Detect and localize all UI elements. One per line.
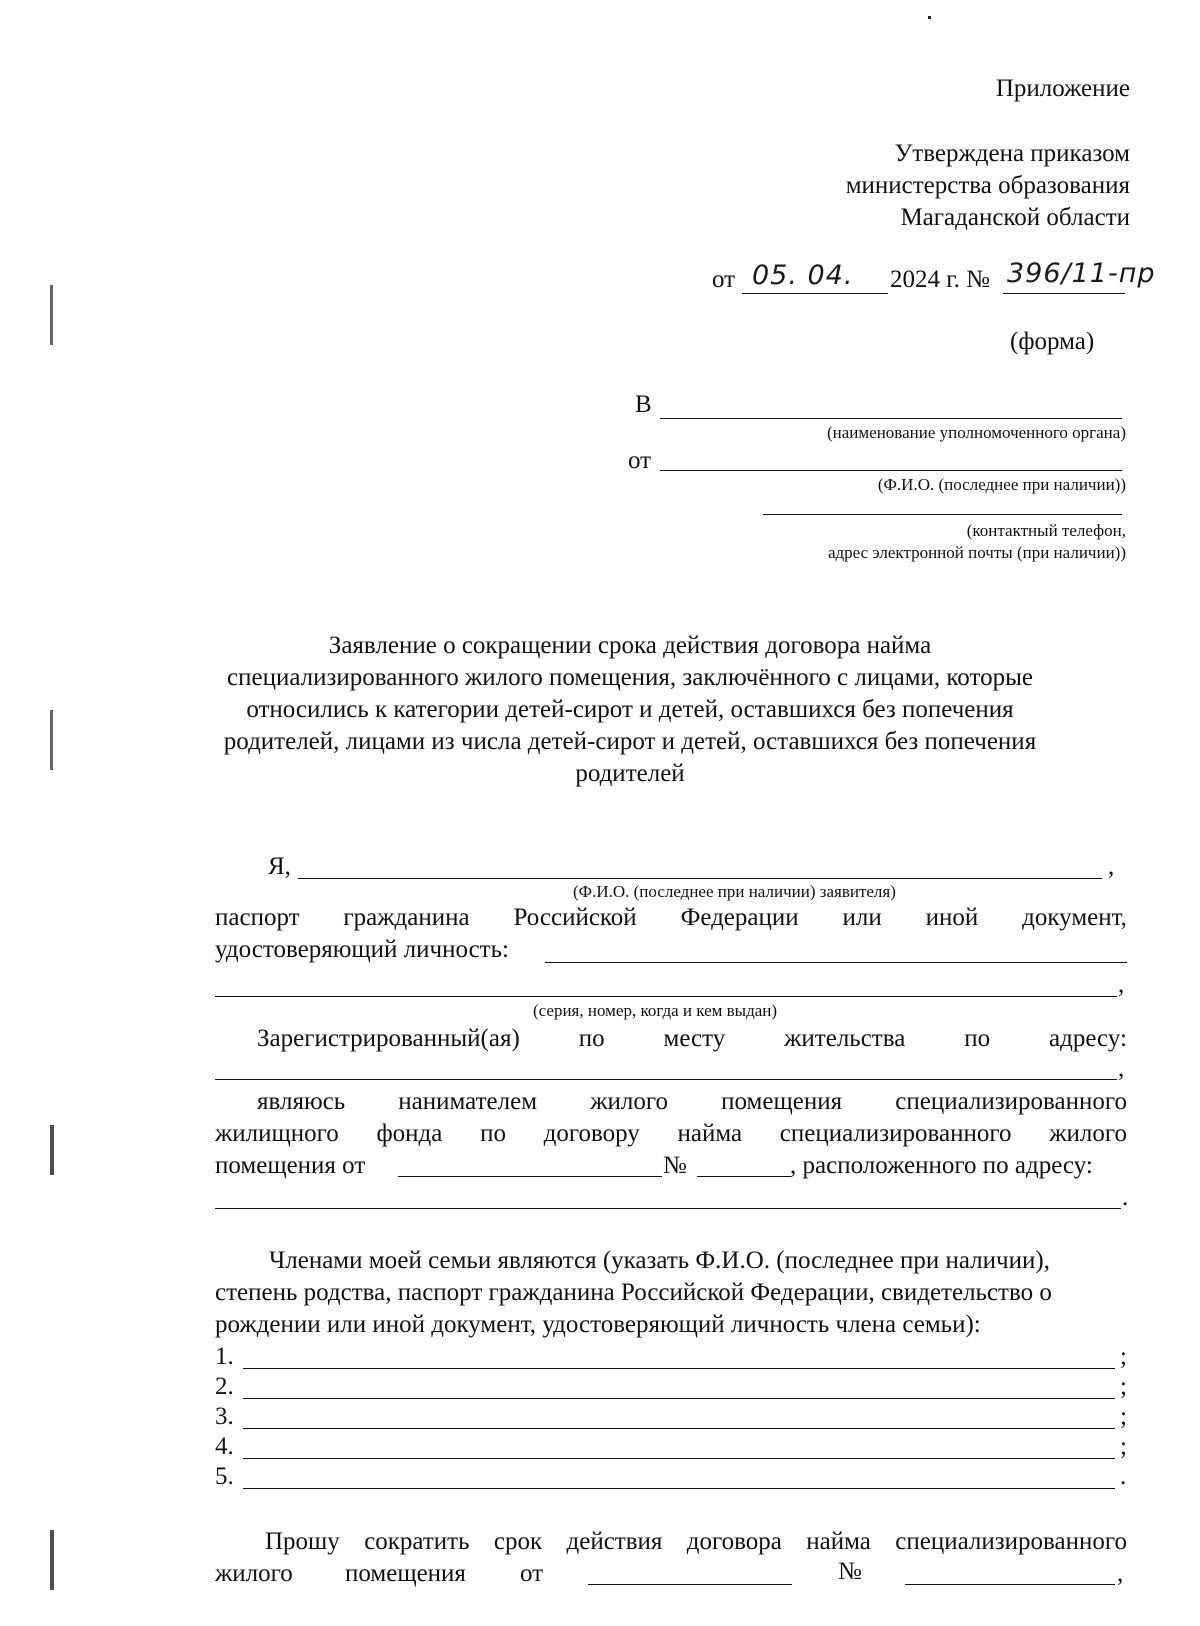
- contract-number-sign: №: [663, 1152, 687, 1179]
- order-year: 2024 г. №: [890, 266, 991, 293]
- premises-address-line: [215, 1208, 1121, 1209]
- premises-from: помещения от: [215, 1152, 366, 1179]
- from-prefix: от: [628, 447, 652, 474]
- word: месту: [663, 1025, 726, 1052]
- word: являюсь: [257, 1088, 346, 1115]
- i-prefix: Я,: [268, 853, 291, 880]
- family-row-end: ;: [1120, 1433, 1127, 1460]
- family-row-num: 3.: [215, 1403, 234, 1430]
- request2-a: жилого: [215, 1560, 293, 1587]
- word: специализированного: [895, 1088, 1127, 1115]
- word: специализированного: [779, 1120, 1012, 1147]
- request-comma: ,: [1117, 1560, 1124, 1587]
- word: нанимателем: [398, 1088, 538, 1115]
- passport-line: [215, 903, 1127, 933]
- contact-line: [763, 514, 1122, 515]
- word: иной: [925, 904, 979, 931]
- scan-artifact: [50, 1125, 54, 1175]
- word: Зарегистрированный(ая): [257, 1025, 520, 1052]
- contact-hint-1: (контактный телефон,: [966, 521, 1126, 540]
- family-row-line: [243, 1368, 1115, 1369]
- tenant-line: [257, 1087, 1127, 1117]
- contact-hint-2: адрес электронной почты (при наличии)): [827, 543, 1126, 562]
- appendix-label: Приложение: [995, 75, 1130, 102]
- scan-artifact: [50, 710, 53, 770]
- to-line: [660, 418, 1122, 419]
- word: договора: [686, 1528, 782, 1555]
- approved-line-2: министерства образования: [845, 172, 1130, 199]
- family-row-num: 5.: [215, 1463, 234, 1490]
- order-from: от: [712, 266, 736, 293]
- family-row-line: [243, 1398, 1115, 1399]
- premises-period: .: [1122, 1184, 1129, 1211]
- order-number: 396/11-пр: [1007, 258, 1156, 289]
- word: фонда: [376, 1120, 443, 1147]
- request2-c: от: [520, 1560, 544, 1587]
- located-label: , расположенного по адресу:: [790, 1152, 1093, 1179]
- word: жилого: [590, 1088, 668, 1115]
- family-line-1: Членами моей семьи являются (указать Ф.И.О. (последнее при наличии),: [269, 1247, 1050, 1274]
- word: Российской: [513, 904, 637, 931]
- word: документ,: [1022, 904, 1127, 931]
- document-title: [150, 630, 1110, 790]
- word: договору: [543, 1120, 640, 1147]
- identity-label: удостоверяющий личность:: [215, 936, 509, 963]
- address-comma: ,: [1118, 1055, 1125, 1082]
- fio-hint: (Ф.И.О. (последнее при наличии) заявителя): [573, 882, 896, 901]
- identity-line: [545, 962, 1127, 963]
- request-date-line: [588, 1584, 792, 1585]
- order-number-line: [1003, 293, 1125, 294]
- from-hint: (Ф.И.О. (последнее при наличии)): [877, 475, 1126, 494]
- family-row-end: .: [1120, 1463, 1127, 1490]
- word: специализированного: [895, 1528, 1127, 1555]
- fund-line: [215, 1119, 1127, 1149]
- family-row-line: [243, 1458, 1115, 1459]
- word: Прошу: [265, 1528, 340, 1555]
- scan-artifact: [50, 285, 53, 345]
- scan-artifact: [50, 1530, 54, 1590]
- word: жилищного: [215, 1120, 339, 1147]
- title-line-5: родителей: [575, 760, 685, 787]
- family-row-end: ;: [1120, 1403, 1127, 1430]
- order-date: 05. 04.: [752, 260, 854, 291]
- family-row-line: [243, 1488, 1115, 1489]
- word: срок: [493, 1528, 543, 1555]
- word: помещения: [721, 1088, 843, 1115]
- family-row-line: [243, 1428, 1115, 1429]
- fio-line: [298, 878, 1102, 879]
- word: найма: [806, 1528, 871, 1555]
- word: по: [578, 1025, 605, 1052]
- word: сократить: [364, 1528, 470, 1555]
- word: по: [964, 1025, 991, 1052]
- word: действия: [566, 1528, 663, 1555]
- registered-line: [257, 1024, 1127, 1054]
- word: по: [480, 1120, 506, 1147]
- title-line-1: Заявление о сокращении срока действия договора найма: [328, 632, 932, 659]
- family-line-3: рождении или иной документ, удостоверяющий личность члена семьи):: [215, 1311, 981, 1338]
- form-label: (форма): [1010, 328, 1095, 355]
- word: жилого: [1049, 1120, 1127, 1147]
- scan-artifact: [928, 16, 931, 19]
- title-line-2: специализированного жилого помещения, заключённого с лицами, которые: [227, 664, 1033, 691]
- family-row-num: 2.: [215, 1373, 234, 1400]
- word: или: [842, 904, 882, 931]
- request-line: [265, 1527, 1127, 1557]
- to-hint: (наименование уполномоченного органа): [826, 423, 1126, 442]
- word: найма: [677, 1120, 743, 1147]
- title-line-4: родителей, лицами из числа детей-сирот и детей, оставшихся без попечения: [223, 728, 1037, 755]
- word: жительства: [784, 1025, 906, 1052]
- family-intro: [215, 1245, 1130, 1341]
- word: Федерации: [680, 904, 799, 931]
- fio-comma: ,: [1108, 853, 1115, 880]
- family-row-end: ;: [1120, 1373, 1127, 1400]
- approved-line-3: Магаданской области: [900, 204, 1130, 231]
- word: адресу:: [1049, 1025, 1127, 1052]
- request-number-sign: №: [838, 1558, 862, 1585]
- family-row-num: 1.: [215, 1343, 234, 1370]
- contract-number-line: [697, 1176, 791, 1177]
- identity-line-2: [215, 996, 1117, 997]
- request-number-line: [905, 1584, 1115, 1585]
- family-row-end: ;: [1120, 1343, 1127, 1370]
- request2-b: помещения: [345, 1560, 466, 1587]
- approved-line-1: Утверждена приказом: [894, 140, 1130, 167]
- order-date-line: [742, 293, 888, 294]
- address-line: [215, 1079, 1117, 1080]
- series-hint: (серия, номер, когда и кем выдан): [533, 1001, 778, 1020]
- family-line-2: степень родства, паспорт гражданина Российской Федерации, свидетельство о: [215, 1279, 1052, 1306]
- family-row-num: 4.: [215, 1433, 234, 1460]
- from-line: [660, 470, 1122, 471]
- to-prefix: В: [635, 391, 652, 418]
- word: гражданина: [343, 904, 470, 931]
- title-line-3: относились к категории детей-сирот и детей, оставшихся без попечения: [246, 696, 1014, 723]
- contract-date-line: [398, 1176, 662, 1177]
- word: паспорт: [215, 904, 300, 931]
- identity-comma: ,: [1118, 971, 1125, 998]
